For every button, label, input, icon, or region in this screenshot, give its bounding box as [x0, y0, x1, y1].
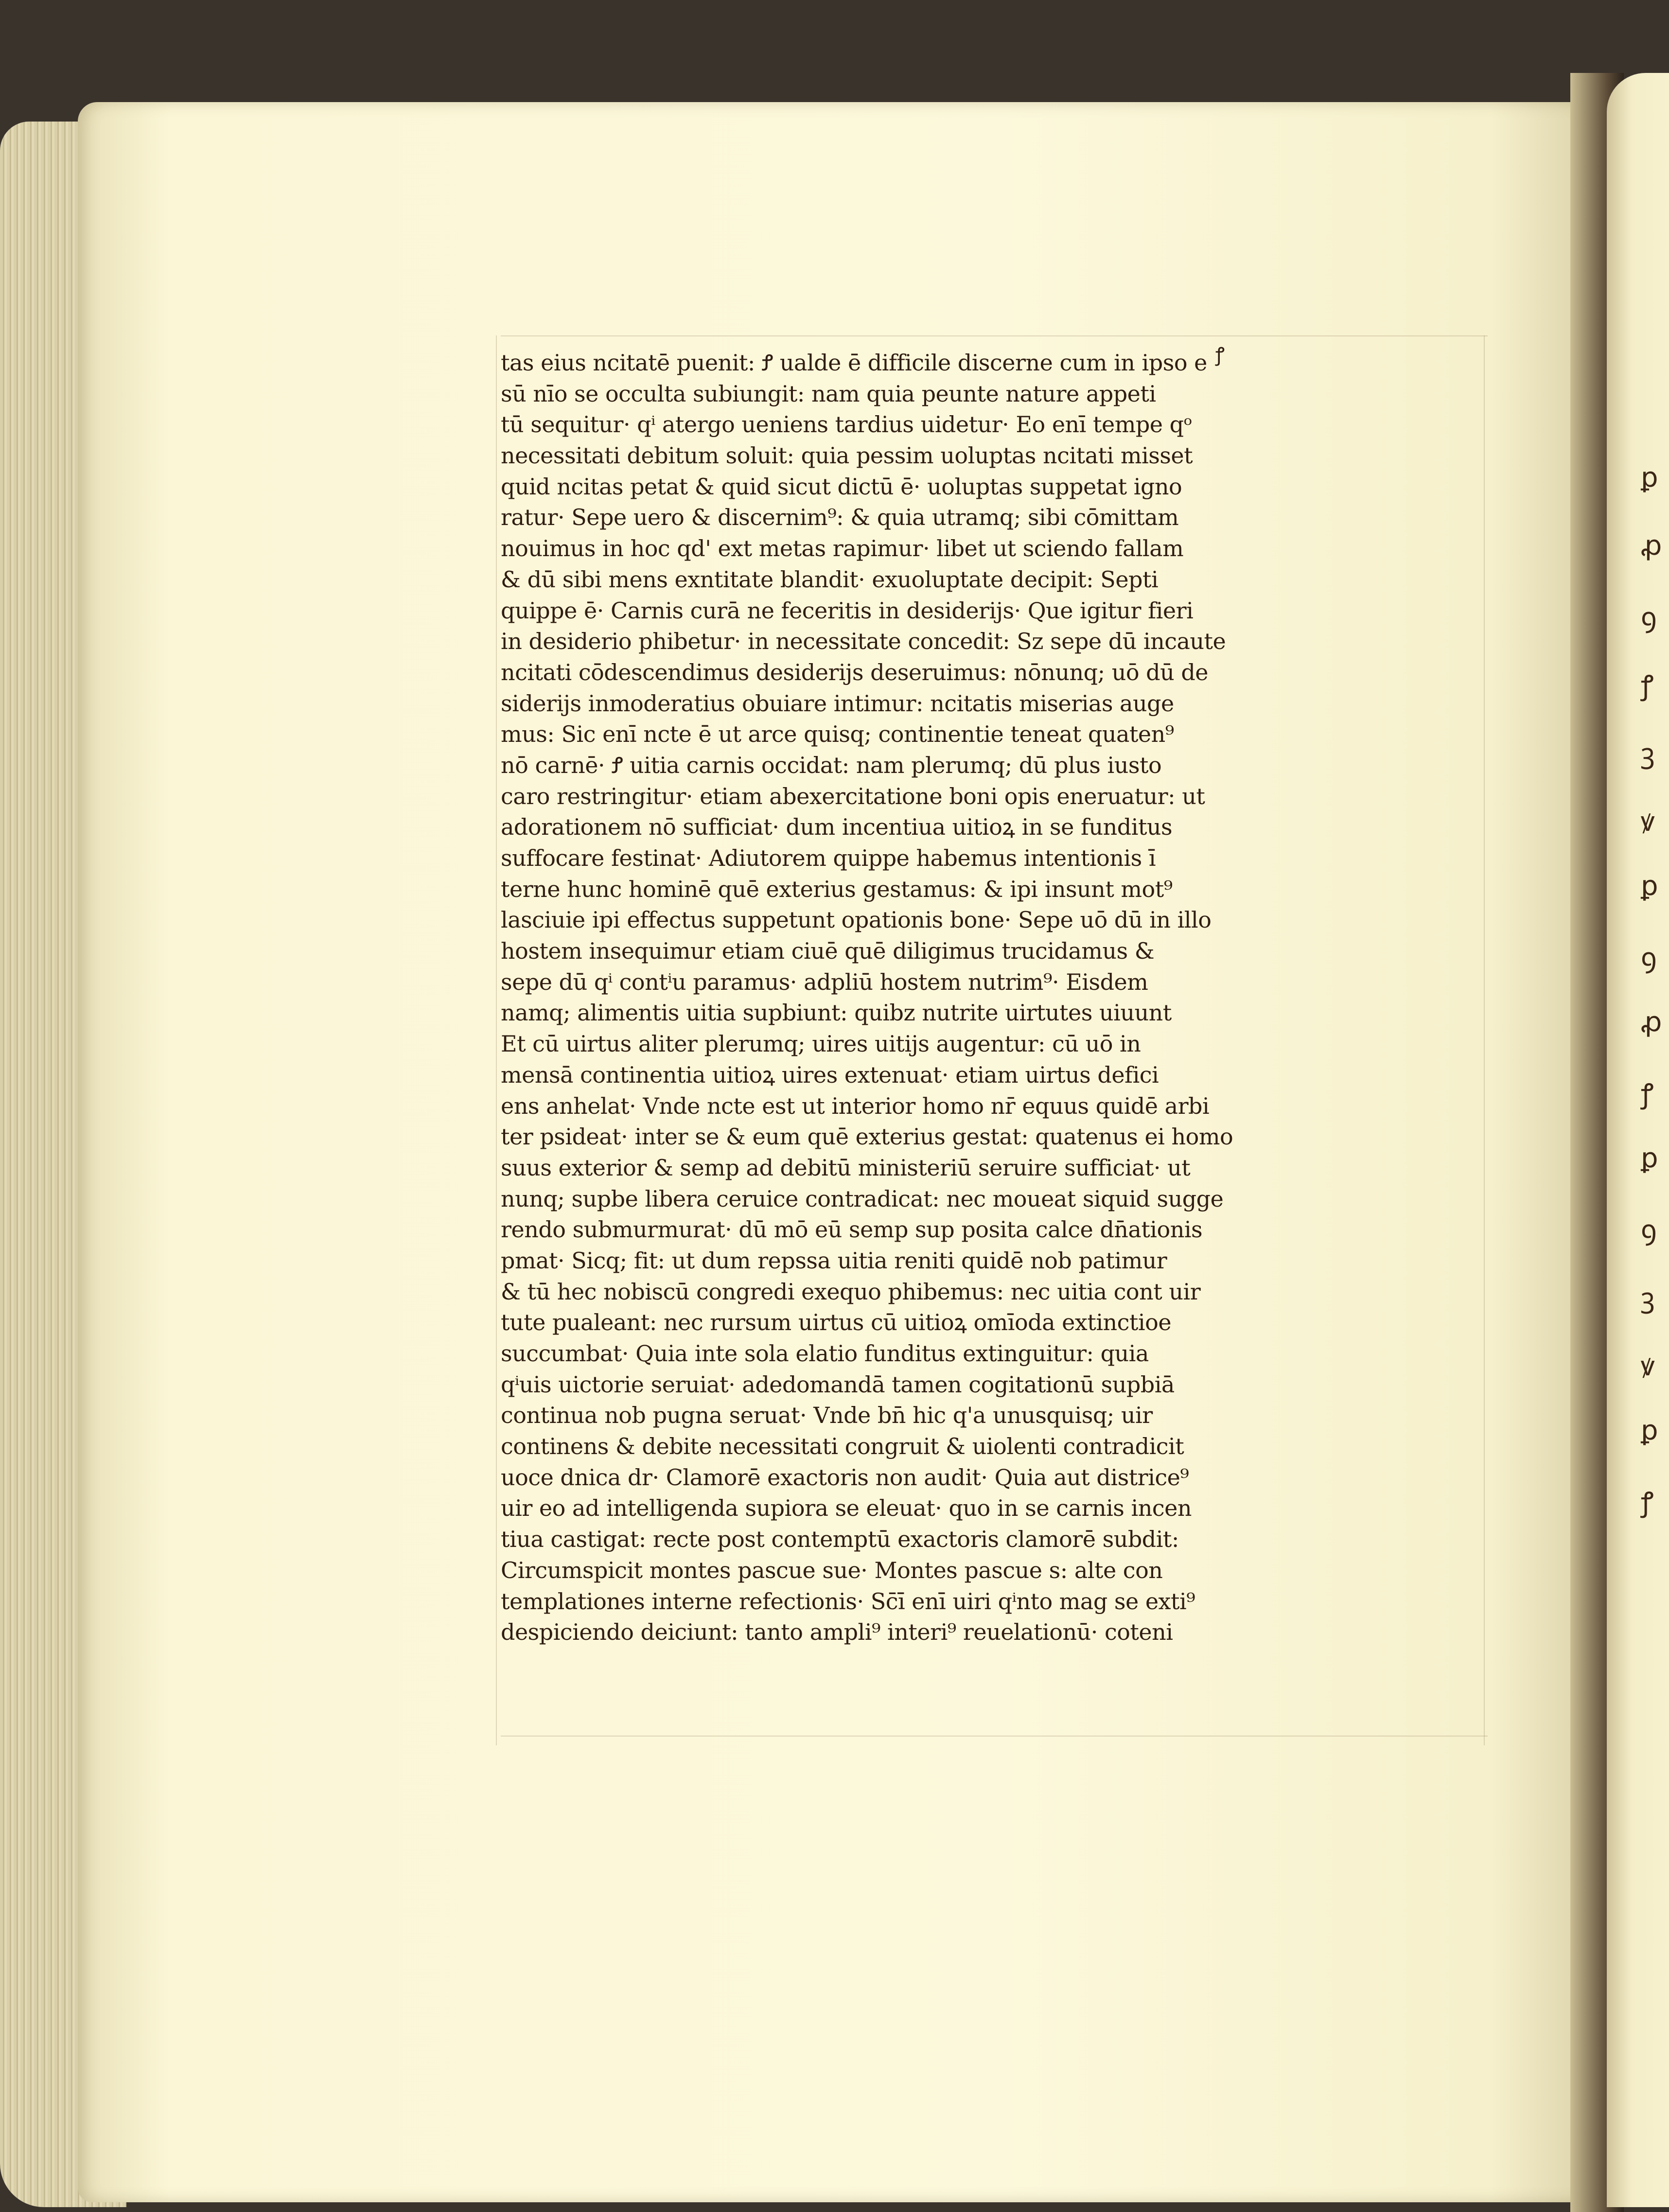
recto-edge-mark: ꝑ	[1641, 1415, 1658, 1446]
manuscript-line: caro restringitur· etiam abexercitatione boni opis eneruatur: ut	[501, 783, 1205, 809]
manuscript-line: quippe ē· Carnis curā ne feceritis in desiderijs· Que igitur fieri	[501, 597, 1194, 624]
manuscript-line: terne hunc hominē quē exterius gestamus: & ipi insunt mot⁹	[501, 876, 1173, 902]
manuscript-line: tas eius ncitatē puenit: Ꝭ ualde ē difficile discerne cum in ipso e	[501, 350, 1207, 376]
interlinear-mark: ꝭ	[1215, 344, 1225, 366]
recto-edge-mark: ꝟ	[1641, 1351, 1655, 1382]
recto-edge-mark: ꝭ	[1641, 1078, 1654, 1110]
recto-edge-mark: ꝓ	[1641, 530, 1662, 562]
manuscript-line: namq; alimentis uitia supbiunt: quibz nutrite uirtutes uiuunt	[501, 1000, 1172, 1026]
manuscript-line: pmat· Sicq; fit: ut dum repssa uitia reniti quidē nob patimur	[501, 1247, 1167, 1274]
manuscript-line: suus exterior & semp ad debitū ministeriū seruire sufficiat· ut	[501, 1154, 1191, 1181]
manuscript-line: lasciuie ipi effectus suppetunt opationis bone· Sepe uō dū in illo	[501, 907, 1212, 933]
manuscript-line: necessitati debitum soluit: quia pessim uoluptas ncitati misset	[501, 442, 1193, 469]
ruling-left	[496, 335, 497, 1745]
manuscript-line: qⁱuis uictorie seruiat· adedomandā tamen cogitationū supbiā	[501, 1371, 1175, 1398]
manuscript-line: & tū hec nobiscū congredi exequo phibemus: nec uitia cont uir	[501, 1278, 1201, 1305]
manuscript-line: Et cū uirtus aliter plerumq; uires uitijs augentur: cū uō in	[501, 1031, 1141, 1057]
recto-edge-mark: ꝯ	[1641, 1214, 1657, 1246]
recto-edge-mark: ꝑ	[1641, 462, 1658, 493]
manuscript-line: siderijs inmoderatius obuiare intimur: ncitatis miserias auge	[501, 690, 1174, 717]
manuscript-line: quid ncitas petat & quid sicut dictū ē· uoluptas suppetat igno	[501, 473, 1182, 500]
recto-edge-mark: ꝭ	[1641, 670, 1654, 702]
manuscript-line: nunq; supbe libera ceruice contradicat: nec moueat siquid sugge	[501, 1185, 1224, 1212]
manuscript-line: & dū sibi mens exntitate blandit· exuoluptate decipit: Septi	[501, 566, 1159, 593]
manuscript-line: uoce dnica dr· Clamorē exactoris non audit· Quia aut districe⁹	[501, 1464, 1189, 1491]
manuscript-line: adorationem nō sufficiat· dum incentiua uitioꝝ in se funditus	[501, 814, 1173, 841]
manuscript-line: ratur· Sepe uero & discernim⁹: & quia utramq; sibi cōmittam	[501, 504, 1179, 531]
manuscript-line: nō carnē· Ꝭ uitia carnis occidat: nam plerumq; dū plus iusto	[501, 752, 1162, 778]
manuscript-line: rendo submurmurat· dū mō eū semp sup posita calce dn̄ationis	[501, 1216, 1203, 1243]
manuscript-line: templationes interne refectionis· Sc̄ī enī uiri qⁱnto mag se exti⁹	[501, 1588, 1195, 1615]
manuscript-line: continua nob pugna seruat· Vnde bn̄ hic q'a unusquisq; uir	[501, 1402, 1153, 1429]
recto-edge-mark: ꝭ	[1641, 1487, 1654, 1518]
recto-edge-mark: ꝑ	[1641, 870, 1658, 902]
manuscript-line: mensā continentia uitioꝝ uires extenuat· etiam uirtus defici	[501, 1061, 1159, 1088]
manuscript-line: nouimus in hoc qd' ext metas rapimur· libet ut sciendo fallam	[501, 535, 1184, 562]
manuscript-text-block	[501, 348, 1483, 1648]
manuscript-line: ncitati cōdescendimus desiderijs deseruimus: nōnunq; uō dū de	[501, 659, 1209, 685]
recto-edge-mark: ꝑ	[1641, 1142, 1658, 1174]
manuscript-line: sepe dū qⁱ contⁱu paramus· adpliū hostem nutrim⁹· Eisdem	[501, 968, 1148, 995]
manuscript-line: uir eo ad intelligenda supiora se eleuat· quo in se carnis incen	[501, 1495, 1192, 1522]
ruling-right	[1484, 335, 1485, 1745]
manuscript-line: ter psideat· inter se & eum quē exterius gestat: quatenus ei homo	[501, 1124, 1233, 1150]
recto-edge-mark: ꝯ	[1641, 942, 1657, 974]
recto-edge-mark: ꝫ	[1641, 1282, 1655, 1314]
recto-edge-mark: ꝓ	[1641, 1006, 1662, 1038]
manuscript-line: sū nīo se occulta subiungit: nam quia peunte nature appeti	[501, 380, 1156, 407]
manuscript-line: ens anhelat· Vnde ncte est ut interior homo nr̄ equus quidē arbi	[501, 1092, 1210, 1119]
manuscript-line: hostem insequimur etiam ciuē quē diligimus trucidamus &	[501, 938, 1155, 965]
ruling-top	[501, 335, 1488, 336]
manuscript-line: continens & debite necessitati congruit & uiolenti contradicit	[501, 1433, 1184, 1460]
manuscript-line: succumbat· Quia inte sola elatio funditus extinguitur: quia	[501, 1340, 1149, 1367]
manuscript-line: despiciendo deiciunt: tanto ampli⁹ interi⁹ reuelationū· coteni	[501, 1619, 1173, 1646]
manuscript-line: tute pualeant: nec rursum uirtus cū uitioꝝ omīoda extinctioe	[501, 1309, 1172, 1336]
recto-edge-mark: ꝟ	[1641, 806, 1655, 838]
manuscript-line: mus: Sic enī ncte ē ut arce quisq; continentie teneat quaten⁹	[501, 721, 1174, 748]
ruling-bottom	[501, 1736, 1488, 1737]
manuscript-line: Circumspicit montes pascue sue· Montes pascue s: alte con	[501, 1557, 1163, 1583]
recto-edge-mark: ꝯ	[1641, 602, 1657, 633]
recto-edge-mark: ꝫ	[1641, 738, 1655, 770]
manuscript-line: suffocare festinat· Adiutorem quippe habemus intentionis ī	[501, 845, 1156, 871]
manuscript-line: in desiderio phibetur· in necessitate concedit: Sz sepe dū incaute	[501, 628, 1226, 655]
recto-page-edge	[1607, 73, 1669, 2207]
manuscript-line: tiua castigat: recte post contemptū exactoris clamorē subdit:	[501, 1526, 1179, 1553]
manuscript-line: tū sequitur· qⁱ atergo ueniens tardius uidetur· Eo enī tempe qᵒ	[501, 411, 1192, 438]
